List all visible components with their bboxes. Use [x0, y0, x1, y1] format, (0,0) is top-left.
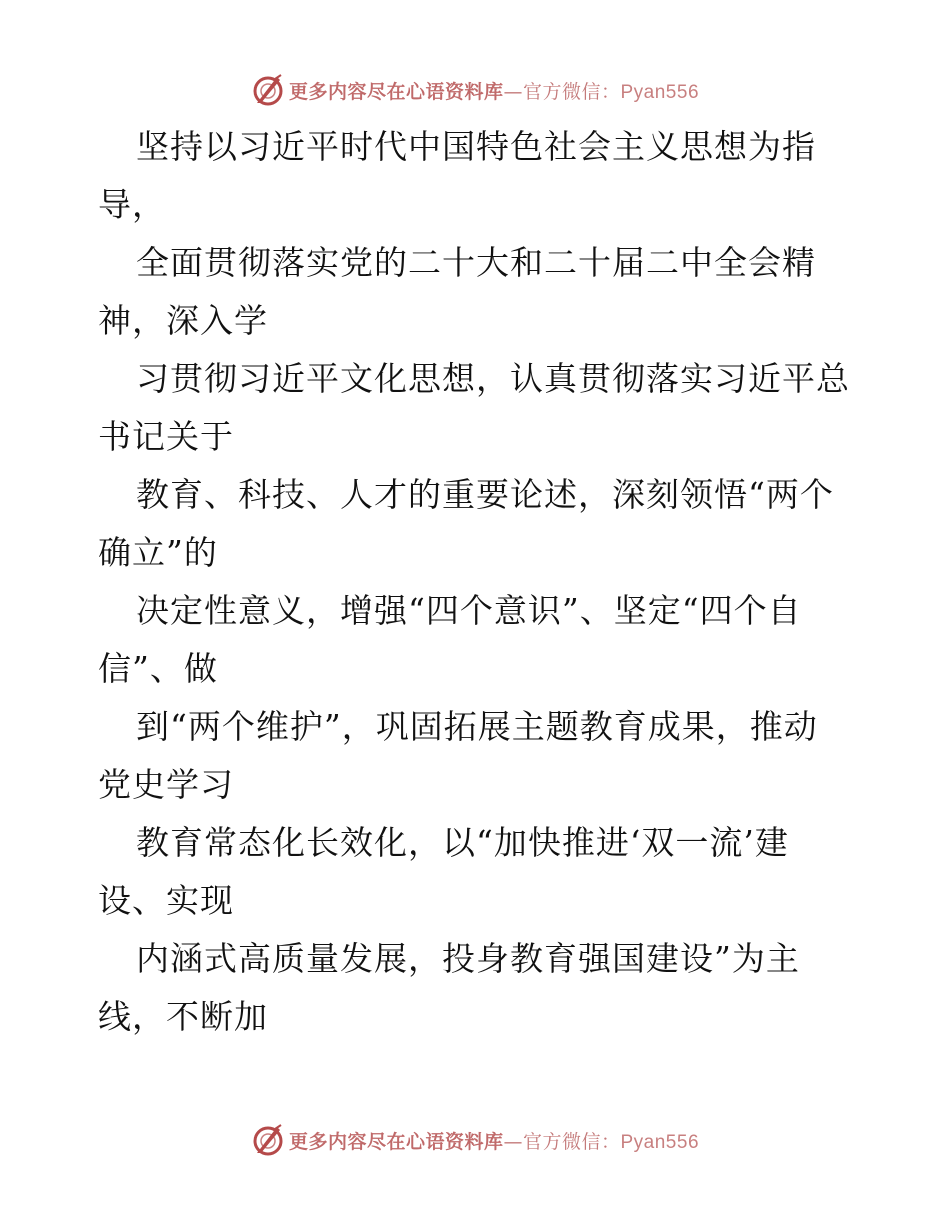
paragraph-line — [98, 234, 888, 350]
header-watermark-text — [289, 77, 699, 104]
paragraph-line — [98, 582, 888, 698]
footer-watermark-dash: — — [503, 1130, 523, 1153]
line-primary: 决定性意义，增强“四个意识”、坚定“四个自 — [136, 591, 802, 630]
header-watermark-banner — [0, 70, 950, 110]
line-wrap: 神，深入学 — [98, 301, 268, 340]
footer-watermark-text — [289, 1127, 699, 1154]
line-wrap: 导， — [98, 185, 166, 224]
line-primary: 内涵式高质量发展，投身教育强国建设”为主 — [136, 939, 800, 978]
header-watermark-id: Pyan556 — [620, 81, 700, 103]
line-wrap: 书记关于 — [98, 417, 234, 456]
line-primary: 到“两个维护”，巩固拓展主题教育成果，推动 — [136, 707, 818, 746]
line-primary: 坚持以习近平时代中国特色社会主义思想为指 — [136, 127, 816, 166]
line-primary: 习贯彻习近平文化思想，认真贯彻落实习近平总 — [136, 359, 850, 398]
footer-watermark-main: 更多内容尽在心语资料库 — [288, 1130, 504, 1153]
paragraph-line — [98, 698, 888, 814]
line-wrap: 党史学习 — [98, 765, 234, 804]
footer-watermark-banner — [0, 1120, 950, 1160]
quill-logo-icon — [251, 73, 285, 107]
line-wrap: 信”、做 — [98, 649, 218, 688]
document-body — [98, 118, 888, 1046]
paragraph-line — [98, 350, 888, 466]
footer-watermark-id: Pyan556 — [620, 1131, 700, 1153]
header-watermark-main: 更多内容尽在心语资料库 — [288, 80, 504, 103]
paragraph-line — [98, 814, 888, 930]
header-watermark-dash: — — [503, 80, 523, 103]
paragraph-line — [98, 930, 888, 1046]
line-primary: 全面贯彻落实党的二十大和二十届二中全会精 — [136, 243, 816, 282]
footer-watermark-label: 官方微信： — [522, 1130, 621, 1153]
line-primary: 教育、科技、人才的重要论述，深刻领悟“两个 — [136, 475, 834, 514]
line-wrap: 确立”的 — [98, 533, 218, 572]
header-watermark-label: 官方微信： — [522, 80, 621, 103]
line-wrap: 设、实现 — [98, 881, 234, 920]
quill-logo-icon — [251, 1123, 285, 1157]
paragraph-line — [98, 466, 888, 582]
line-wrap: 线，不断加 — [98, 997, 268, 1036]
paragraph-line — [98, 118, 888, 234]
line-primary: 教育常态化长效化，以“加快推进‘双一流’建 — [136, 823, 789, 862]
